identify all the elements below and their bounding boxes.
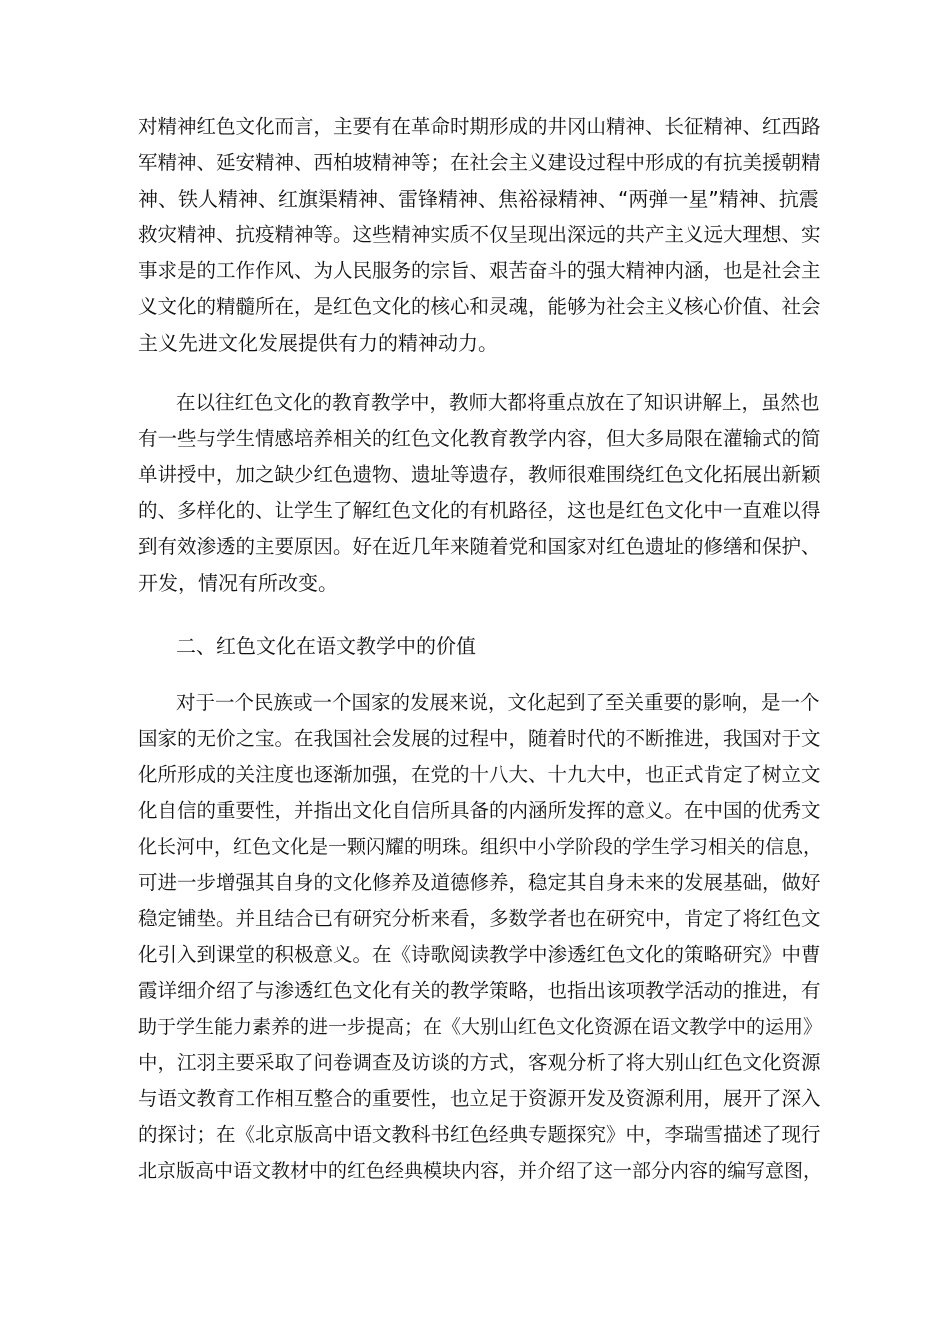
paragraph-3-line-12: 与语文教育工作相互整合的重要性，也立足于资源开发及资源利用，展开了深入 <box>138 1087 821 1110</box>
paragraph-3-line-5: 化长河中，红色文化是一颗闪耀的明珠。组织中小学阶段的学生学习相关的信息， <box>138 836 823 858</box>
paragraph-3-line-7: 稳定铺垫。并且结合已有研究分析来看，多数学者也在研究中，肯定了将红色文 <box>138 907 821 930</box>
paragraph-1-line-7: 主义先进文化发展提供有力的精神动力。 <box>138 331 498 355</box>
paragraph-3-line-4: 化自信的重要性，并指出文化自信所具备的内涵所发挥的意义。在中国的优秀文 <box>138 799 821 822</box>
paragraph-3-line-10: 助于学生能力素养的进一步提高；在《大别山红色文化资源在语文教学中的运用》 <box>138 1016 823 1038</box>
paragraph-1-line-3: 神、铁人精神、红旗渠精神、雷锋精神、焦裕禄精神、“两弹一星”精神、抗震 <box>138 187 819 211</box>
paragraph-3-line-8: 化引入到课堂的积极意义。在《诗歌阅读教学中渗透红色文化的策略研究》中曹 <box>138 943 821 966</box>
paragraph-2-line-3: 单讲授中，加之缺少红色遗物、遗址等遗存，教师很难围绕红色文化拓展出新颖 <box>138 463 821 486</box>
paragraph-1-line-4: 救灾精神、抗疫精神等。这些精神实质不仅呈现出深远的共产主义远大理想、实 <box>138 223 821 246</box>
paragraph-2-line-1: 在以往红色文化的教育教学中，教师大都将重点放在了知识讲解上，虽然也 <box>176 391 820 414</box>
paragraph-2-line-5: 到有效渗透的主要原因。好在近几年来随着党和国家对红色遗址的修缮和保护、 <box>138 535 821 558</box>
paragraph-3-line-13: 的探讨；在《北京版高中语文教科书红色经典专题探究》中，李瑞雪描述了现行 <box>138 1123 821 1146</box>
paragraph-3-line-3: 化所形成的关注度也逐渐加强，在党的十八大、十九大中，也正式肯定了树立文 <box>138 763 821 786</box>
paragraph-1-line-5: 事求是的工作作风、为人民服务的宗旨、艰苦奋斗的强大精神内涵，也是社会主 <box>138 259 821 282</box>
paragraph-1-line-2: 军精神、延安精神、西柏坡精神等；在社会主义建设过程中形成的有抗美援朝精 <box>138 151 821 174</box>
paragraph-3-line-6: 可进一步增强其自身的文化修养及道德修养，稳定其自身未来的发展基础，做好 <box>138 871 821 894</box>
paragraph-2-line-2: 有一些与学生情感培养相关的红色文化教育教学内容，但大多局限在灌输式的简 <box>138 427 821 450</box>
paragraph-1-line-6: 义文化的精髓所在，是红色文化的核心和灵魂，能够为社会主义核心价值、社会 <box>138 295 821 318</box>
paragraph-2-line-6: 开发，情况有所改变。 <box>138 571 338 595</box>
paragraph-1-line-1: 对精神红色文化而言，主要有在革命时期形成的井冈山精神、长征精神、红西路 <box>138 115 821 138</box>
paragraph-3-line-2: 国家的无价之宝。在我国社会发展的过程中，随着时代的不断推进，我国对于文 <box>138 727 821 750</box>
section-heading: 二、红色文化在语文教学中的价值 <box>176 634 476 658</box>
paragraph-3-line-11: 中，江羽主要采取了问卷调查及访谈的方式，客观分析了将大别山红色文化资源 <box>138 1051 821 1074</box>
paragraph-3-line-14: 北京版高中语文教材中的红色经典模块内容，并介绍了这一部分内容的编写意图， <box>138 1160 823 1182</box>
paragraph-3-line-1: 对于一个民族或一个国家的发展来说，文化起到了至关重要的影响，是一个 <box>176 691 820 714</box>
paragraph-3-line-9: 霞详细介绍了与渗透红色文化有关的教学策略，也指出该项教学活动的推进，有 <box>138 979 821 1002</box>
paragraph-2-line-4: 的、多样化的、让学生了解红色文化的有机路径，这也是红色文化中一直难以得 <box>138 499 821 522</box>
